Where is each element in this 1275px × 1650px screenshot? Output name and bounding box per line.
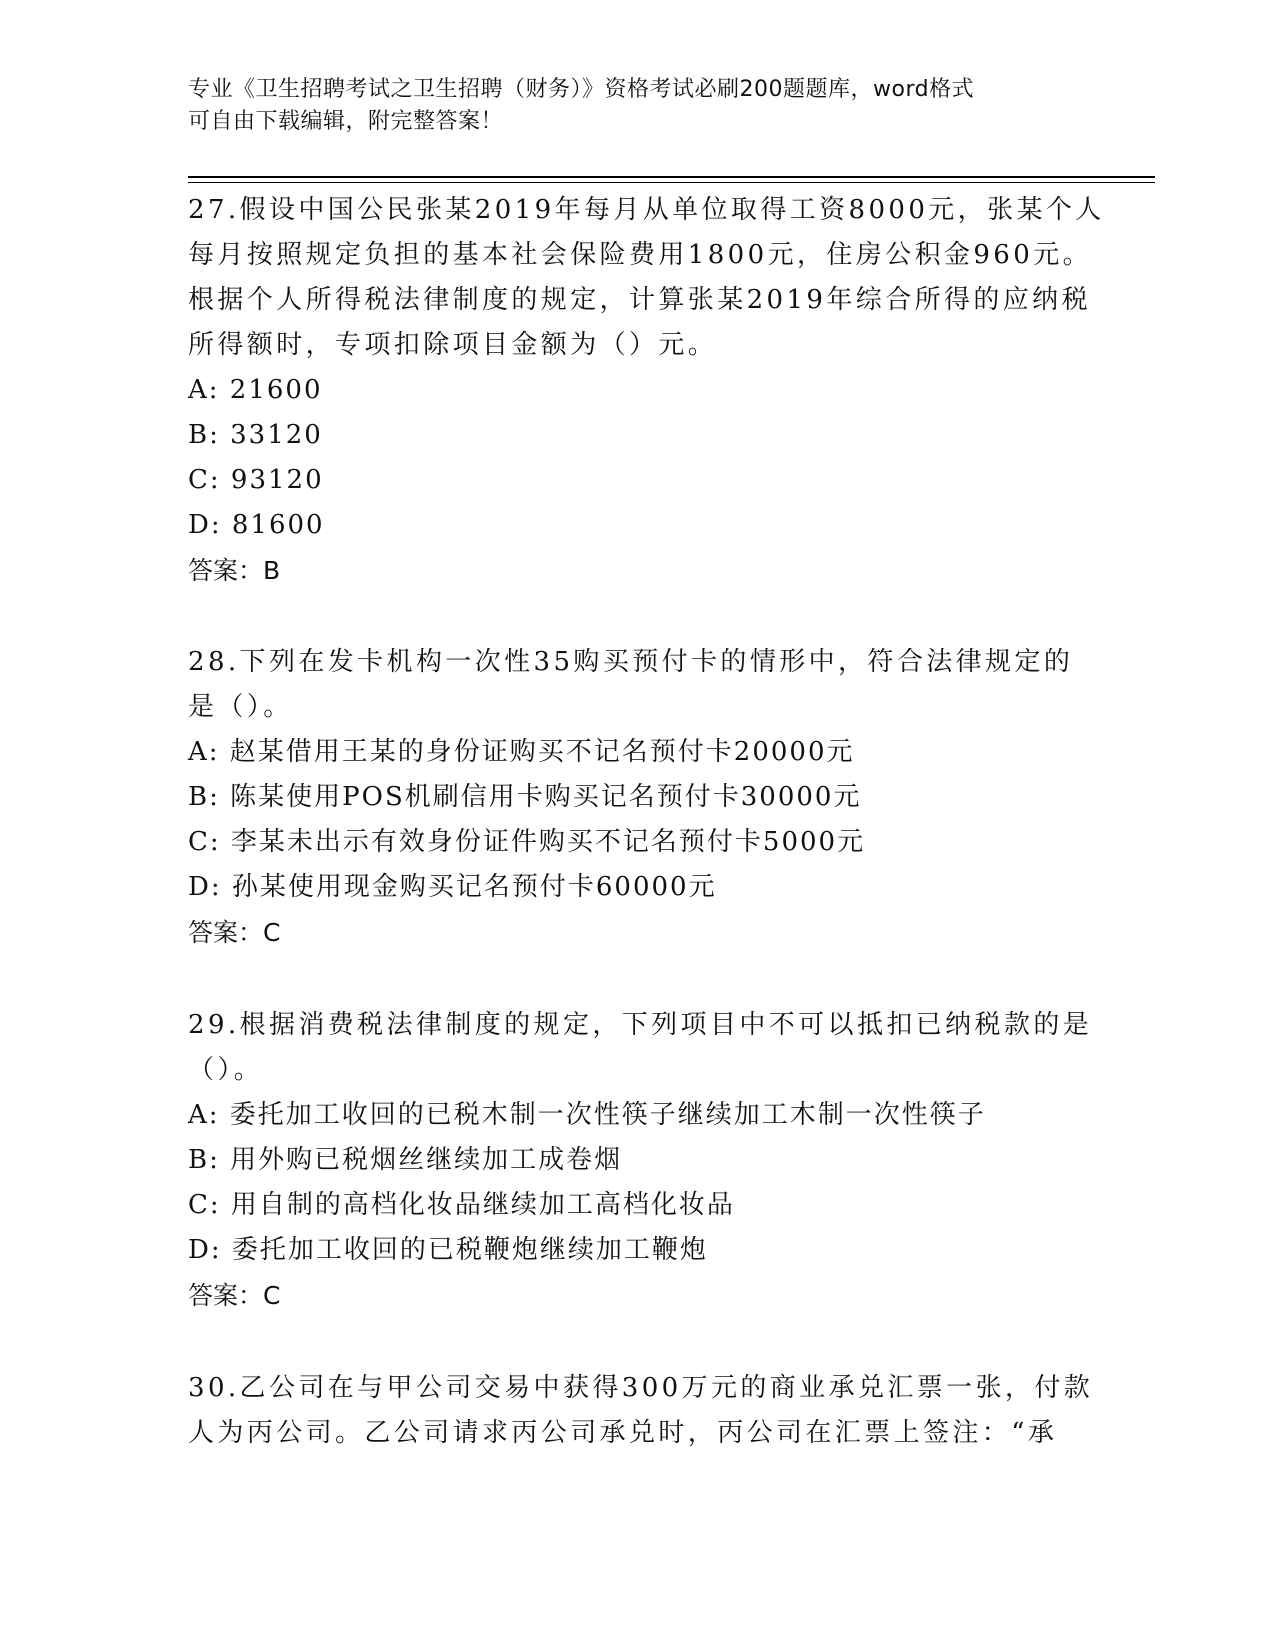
question-text-line: 27.假设中国公民张某2019年每月从单位取得工资8000元，张某个人: [188, 195, 1105, 225]
question-stem: [188, 188, 1105, 368]
question-text-line: 所得额时，专项扣除项目金额为（）元。: [188, 330, 718, 360]
option-list: [188, 1093, 1088, 1273]
option-b: B: 33120: [188, 420, 323, 450]
option-list: [188, 730, 1088, 910]
header-line-1: 专业《卫生招聘考试之卫生招聘（财务）》资格考试必刷200题题库，word格式: [188, 77, 975, 102]
question-text-line: 人为丙公司。乙公司请求丙公司承兑时，丙公司在汇票上签注：“承: [188, 1418, 1058, 1448]
header-divider-thin: [188, 182, 1155, 183]
question-text-line: 是（）。: [188, 692, 293, 722]
option-a: A: 赵某借用王某的身份证购买不记名预付卡20000元: [188, 737, 855, 767]
question-29: [188, 1003, 1093, 1319]
answer-line: 答案：B: [188, 556, 281, 585]
question-stem: [188, 1366, 1094, 1456]
question-28: [188, 640, 1088, 956]
question-stem: [188, 1003, 1093, 1093]
question-text-line: 根据个人所得税法律制度的规定，计算张某2019年综合所得的应纳税: [188, 285, 1091, 315]
option-d: D: 81600: [188, 510, 325, 540]
option-a: A: 委托加工收回的已税木制一次性筷子继续加工木制一次性筷子: [188, 1100, 986, 1130]
question-stem: [188, 640, 1088, 730]
option-c: C: 93120: [188, 465, 324, 495]
answer-line: 答案：C: [188, 1281, 281, 1310]
question-27: [188, 188, 1105, 594]
option-b: B: 陈某使用POS机刷信用卡购买记名预付卡30000元: [188, 782, 862, 812]
question-text-line: 每月按照规定负担的基本社会保险费用1800元，住房公积金960元。: [188, 240, 1092, 270]
document-header: [188, 74, 1088, 138]
question-text-line: （）。: [188, 1055, 264, 1085]
option-b: B: 用外购已税烟丝继续加工成卷烟: [188, 1145, 623, 1175]
question-text-line: 29.根据消费税法律制度的规定，下列项目中不可以抵扣已纳税款的是: [188, 1010, 1093, 1040]
option-d: D: 委托加工收回的已税鞭炮继续加工鞭炮: [188, 1235, 708, 1265]
question-text-line: 28.下列在发卡机构一次性35购买预付卡的情形中，符合法律规定的: [188, 647, 1074, 677]
option-c: C: 用自制的高档化妆品继续加工高档化妆品: [188, 1190, 735, 1220]
option-d: D: 孙某使用现金购买记名预付卡60000元: [188, 872, 717, 902]
option-list: [188, 368, 1088, 548]
question-text-line: 30.乙公司在与甲公司交易中获得300万元的商业承兑汇票一张，付款: [188, 1373, 1094, 1403]
question-30: [188, 1366, 1094, 1456]
header-divider-thick: [188, 176, 1155, 178]
answer-line: 答案：C: [188, 918, 281, 947]
option-a: A: 21600: [188, 375, 323, 405]
option-c: C: 李某未出示有效身份证件购买不记名预付卡5000元: [188, 827, 866, 857]
header-line-2: 可自由下载编辑，附完整答案！: [188, 109, 504, 134]
